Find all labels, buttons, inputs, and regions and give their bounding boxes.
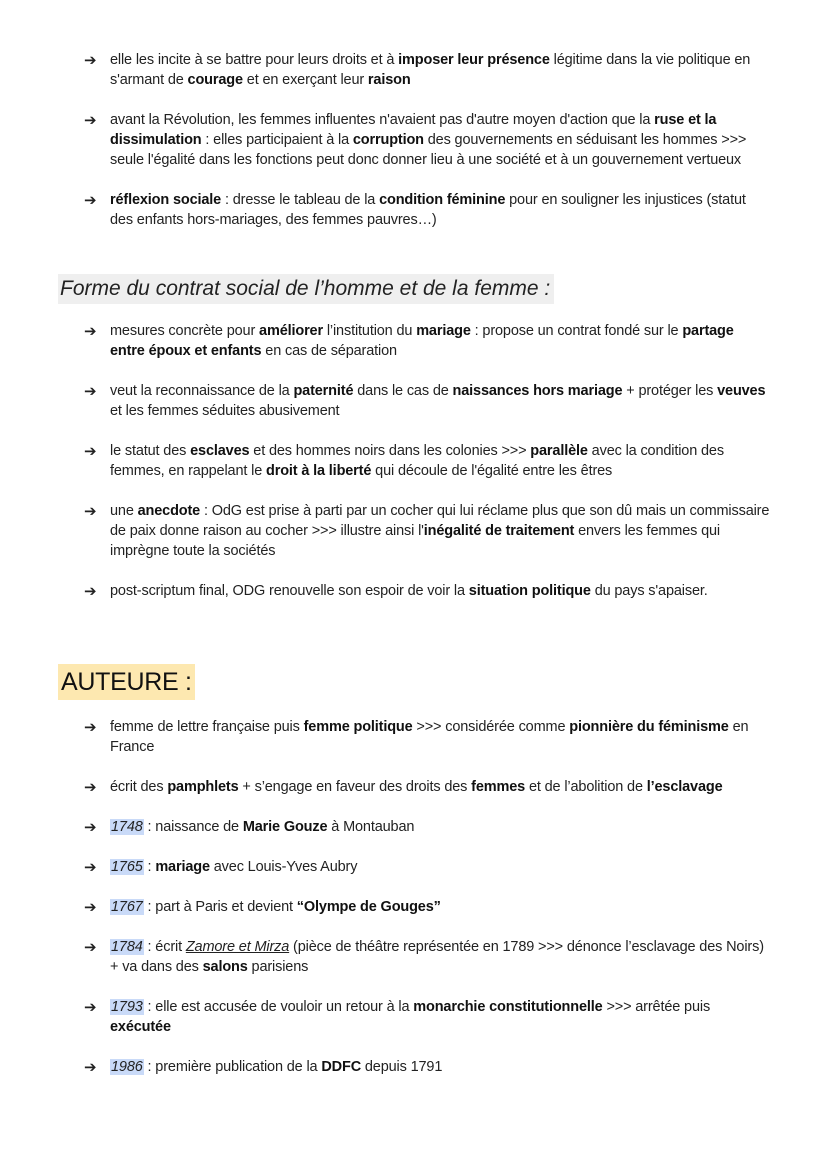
text-run: du pays s'apaiser.	[590, 583, 708, 599]
list-item	[0, 857, 828, 877]
text-run: légitime dans la vie politique en s'armant de	[110, 52, 751, 88]
text-run: en cas de séparation	[261, 343, 397, 359]
text-run: avec Louis-Yves Aubry	[209, 859, 358, 875]
text-run: à Montauban	[327, 819, 415, 835]
highlighted-date: 1748	[111, 819, 143, 835]
text-run: : elles participaient à la	[201, 132, 353, 148]
text-run: >>> arrêtée puis	[602, 999, 711, 1015]
text-run: envers les femmes qui imprègne toute la sociétés	[110, 523, 721, 559]
list-item	[0, 717, 828, 757]
text-run: : propose un contrat fondé sur le	[470, 323, 683, 339]
text-run: mesures concrète pour	[110, 323, 260, 339]
arrow-bullet-icon: ➔	[84, 938, 97, 956]
bullet-list-contrat-social	[0, 321, 828, 621]
bold-text: l’esclavage	[646, 779, 723, 795]
text-run: et en exerçant leur	[242, 72, 368, 88]
list-item	[0, 381, 828, 421]
text-run: en France	[110, 719, 749, 755]
bold-text: pamphlets	[167, 779, 239, 795]
arrow-bullet-icon: ➔	[84, 111, 97, 129]
list-item	[0, 50, 828, 90]
text-run: avant la Révolution, les femmes influentes n'avaient pas d'autre moyen d'action que la	[110, 112, 655, 128]
highlighted-date: 1986	[111, 1059, 143, 1075]
list-item	[0, 937, 828, 977]
arrow-bullet-icon: ➔	[84, 778, 97, 796]
bold-text: partage entre époux et enfants	[110, 323, 734, 359]
text-run: et des hommes noirs dans les colonies >>>	[249, 443, 531, 459]
arrow-bullet-icon: ➔	[84, 858, 97, 876]
text-run: parisiens	[247, 959, 309, 975]
bold-text: mariage	[416, 323, 471, 339]
bold-text: imposer leur présence	[398, 52, 550, 68]
bold-text: DDFC	[321, 1059, 362, 1075]
section-heading-contrat-social: Forme du contrat social de l’homme et de la femme :	[58, 274, 554, 304]
section-heading-auteure: AUTEURE :	[58, 664, 195, 700]
bold-text: “Olympe de Gouges”	[296, 899, 441, 915]
text-run: veut la reconnaissance de la	[110, 383, 294, 399]
text-run: avec la condition des femmes, en rappelant le	[110, 443, 724, 479]
arrow-bullet-icon: ➔	[84, 502, 97, 520]
highlighted-date: 1767	[111, 899, 143, 915]
bold-text: inégalité de traitement	[423, 523, 575, 539]
text-run: l’institution du	[322, 323, 417, 339]
bold-text: corruption	[352, 132, 424, 148]
bold-text: veuves	[717, 383, 766, 399]
list-item	[0, 190, 828, 230]
text-run: une	[110, 503, 138, 519]
bold-text: droit à la liberté	[266, 463, 372, 479]
arrow-bullet-icon: ➔	[84, 818, 97, 836]
arrow-bullet-icon: ➔	[84, 1058, 97, 1076]
arrow-bullet-icon: ➔	[84, 322, 97, 340]
text-run: qui découle de l'égalité entre les êtres	[371, 463, 613, 479]
text-run: : naissance de	[143, 819, 243, 835]
text-run: elle les incite à se battre pour leurs droits et à	[110, 52, 399, 68]
bold-text: naissances hors mariage	[452, 383, 623, 399]
bold-text: esclaves	[190, 443, 250, 459]
list-item	[0, 897, 828, 917]
list-item	[0, 997, 828, 1037]
text-run: : dresse le tableau de la	[221, 192, 380, 208]
text-run: post-scriptum final, ODG renouvelle son espoir de voir la	[110, 583, 469, 599]
text-run: :	[143, 859, 156, 875]
text-run: + s’engage en faveur des droits des	[238, 779, 472, 795]
bold-text: anecdote	[137, 503, 201, 519]
bold-text: femme politique	[303, 719, 413, 735]
bold-text: courage	[187, 72, 243, 88]
arrow-bullet-icon: ➔	[84, 998, 97, 1016]
text-run: + protéger les	[622, 383, 718, 399]
bold-text: femmes	[471, 779, 526, 795]
arrow-bullet-icon: ➔	[84, 191, 97, 209]
bold-text: réflexion sociale	[110, 192, 222, 208]
bold-text: mariage	[155, 859, 210, 875]
text-run: : OdG est prise à parti par un cocher qui lui réclame plus que son dû mais un commissaire de paix donne raison au cocher >>> illustre ainsi l'	[110, 503, 770, 539]
text-run: : première publication de la	[143, 1059, 322, 1075]
highlighted-date: 1765	[111, 859, 143, 875]
bold-text: condition féminine	[379, 192, 506, 208]
text-run: le statut des	[110, 443, 191, 459]
bullet-list-auteure	[0, 717, 828, 1097]
bold-text: situation politique	[468, 583, 591, 599]
list-item	[0, 441, 828, 481]
text-run: femme de lettre française puis	[110, 719, 304, 735]
bold-text: parallèle	[530, 443, 588, 459]
bold-text: exécutée	[110, 1019, 171, 1035]
arrow-bullet-icon: ➔	[84, 442, 97, 460]
text-run: des gouvernements en séduisant les hommes >>> seule l'égalité dans les fonctions peut donc donner lieu à une société et à un gouvernement vertueux	[110, 132, 747, 168]
list-item	[0, 1057, 828, 1077]
bold-text: salons	[202, 959, 248, 975]
text-run: depuis 1791	[361, 1059, 443, 1075]
list-item	[0, 321, 828, 361]
text-run: (pièce de théâtre représentée en 1789 >>> dénonce l’esclavage des Noirs) + va dans des	[110, 939, 764, 975]
work-title: Zamore et Mirza	[185, 939, 290, 955]
text-run: et de l’abolition de	[525, 779, 647, 795]
text-run: et les femmes séduites abusivement	[110, 403, 340, 419]
list-item	[0, 817, 828, 837]
bold-text: raison	[367, 72, 411, 88]
bold-text: paternité	[293, 383, 354, 399]
list-item	[0, 777, 828, 797]
bold-text: améliorer	[259, 323, 323, 339]
arrow-bullet-icon: ➔	[84, 51, 97, 69]
text-run: dans le cas de	[353, 383, 453, 399]
list-item	[0, 501, 828, 561]
bold-text: ruse et la dissimulation	[110, 112, 717, 148]
list-item	[0, 581, 828, 601]
list-item	[0, 110, 828, 170]
text-run: : elle est accusée de vouloir un retour à la	[143, 999, 414, 1015]
text-run: : part à Paris et devient	[143, 899, 297, 915]
arrow-bullet-icon: ➔	[84, 898, 97, 916]
text-run: >>> considérée comme	[412, 719, 570, 735]
highlighted-date: 1784	[111, 939, 143, 955]
bold-text: Marie Gouze	[242, 819, 328, 835]
arrow-bullet-icon: ➔	[84, 582, 97, 600]
arrow-bullet-icon: ➔	[84, 382, 97, 400]
arrow-bullet-icon: ➔	[84, 718, 97, 736]
text-run: : écrit	[143, 939, 186, 955]
highlighted-date: 1793	[111, 999, 143, 1015]
text-run: écrit des	[110, 779, 168, 795]
bold-text: monarchie constitutionnelle	[413, 999, 603, 1015]
text-run: pour en souligner les injustices (statut des enfants hors-mariages, des femmes pauvres…)	[110, 192, 746, 228]
bold-text: pionnière du féminisme	[569, 719, 729, 735]
bullet-list-intro	[0, 50, 828, 250]
